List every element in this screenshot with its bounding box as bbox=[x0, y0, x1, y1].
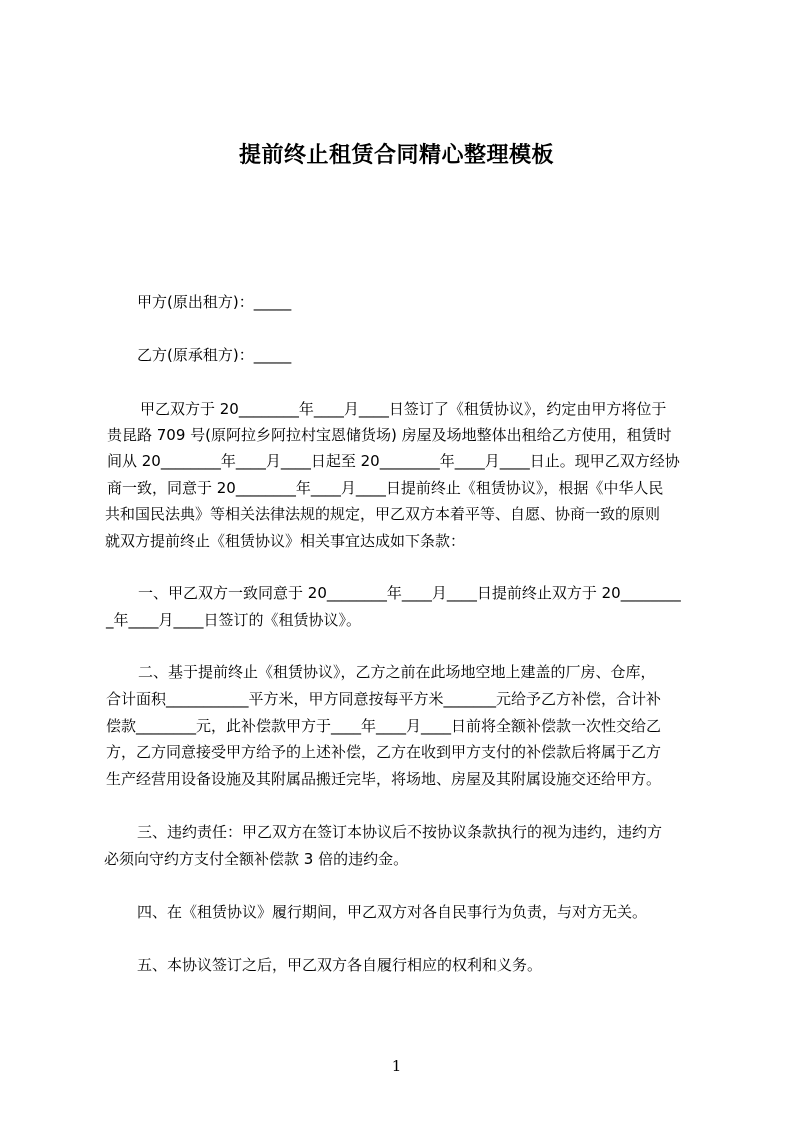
clause-3-line: 三、违约责任：甲乙双方在签订本协议后不按协议条款执行的视为违约，违约方 bbox=[137, 823, 663, 841]
clause-2-line: 二、基于提前终止《租赁协议》，乙方之前在此场地空地上建盖的厂房、仓库， bbox=[138, 663, 656, 681]
clause-4-line: 四、在《租赁协议》履行期间，甲乙双方对各自民事行为负责，与对方无关。 bbox=[137, 903, 648, 921]
clause-5-line: 五、本协议签订之后，甲乙双方各自履行相应的权利和义务。 bbox=[137, 956, 543, 974]
clause-3-line: 必须向守约方支付全额补偿款 3 倍的违约金。 bbox=[104, 850, 409, 868]
intro-line: 甲乙双方于 20________年____月____日签订了《租赁协议》，约定由甲方将位于 bbox=[140, 400, 667, 418]
clause-2-line: 生产经营用设备设施及其附属品搬迁完毕，将场地、房屋及其附属设施交还给甲方。 bbox=[106, 770, 662, 788]
intro-line: 商一致，同意于 20________年____月____日提前终止《租赁协议》，根据《中华人民 bbox=[107, 479, 664, 497]
clause-1-line: 一、甲乙双方一致同意于 20________年____月____日提前终止双方于 20________ bbox=[138, 584, 681, 602]
document-title: 提前终止租赁合同精心整理模板 bbox=[238, 143, 554, 168]
intro-line: 共和国民法典》等相关法律法规的规定，甲乙双方本着平等、自愿、协商一致的原则 bbox=[105, 505, 661, 523]
intro-line: 就双方提前终止《租赁协议》相关事宜达成如下条款： bbox=[105, 532, 466, 550]
clause-2-line: 偿款________元，此补偿款甲方于____年____月____日前将全额补偿款一次性交给乙 bbox=[106, 717, 662, 735]
clause-2-line: 方，乙方同意接受甲方给予的上述补偿，乙方在收到甲方支付的补偿款后将属于乙方 bbox=[106, 743, 662, 761]
clause-2-line: 合计面积___________平方米，甲方同意按每平方米_______元给予乙方补偿，合计补 bbox=[106, 690, 662, 708]
intro-line: 间从 20________年____月____日起至 20________年____月____日止。现甲乙双方经协 bbox=[107, 452, 680, 470]
clause-1-line: _年____月____日签订的《租赁协议》。 bbox=[106, 611, 362, 629]
intro-line: 贵昆路 709 号(原阿拉乡阿拉村宝恩储货场) 房屋及场地整体出租给乙方使用，租赁时 bbox=[107, 426, 672, 444]
party-b-line: 乙方(原承租方)：_____ bbox=[137, 346, 292, 364]
page-number: 1 bbox=[391, 1057, 402, 1075]
party-a-line: 甲方(原出租方)：_____ bbox=[137, 293, 292, 311]
